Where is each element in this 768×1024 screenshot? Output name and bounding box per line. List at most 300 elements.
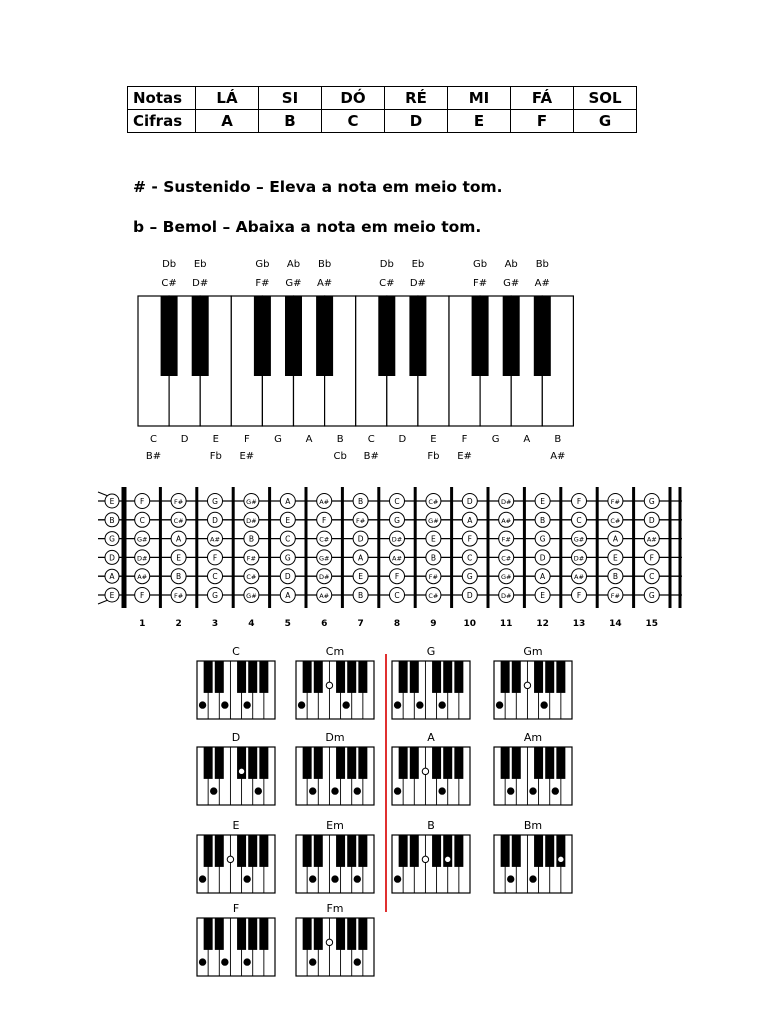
black-key-flat-label: Db xyxy=(162,259,177,270)
fret-note-label: G# xyxy=(573,535,585,544)
black-key-sharp-label: G# xyxy=(503,278,520,289)
chord-black-key xyxy=(215,918,224,950)
black-key-flat-label: Gb xyxy=(473,259,488,270)
fret-number: 15 xyxy=(645,619,659,629)
chord-black-key xyxy=(336,835,345,867)
fret-note-label: B xyxy=(248,534,254,544)
black-key-flat-label: Ab xyxy=(504,259,518,270)
fret-number: 6 xyxy=(321,619,328,629)
sustenido-definition: # - Sustenido – Eleva a nota em meio tom. xyxy=(133,178,503,196)
white-key-alt-label: B# xyxy=(145,451,162,462)
chord-dot xyxy=(238,768,244,774)
notes-table xyxy=(127,86,637,133)
black-key-sharp-label: F# xyxy=(255,278,270,289)
fret-note-label: G xyxy=(648,497,655,506)
fret-note-label: D xyxy=(284,572,291,582)
fret-note-label: G# xyxy=(246,498,257,506)
fret-note-label: F xyxy=(140,497,145,506)
fret-note-label: E xyxy=(431,534,436,544)
fret-number: 1 xyxy=(139,619,146,629)
chord-black-key xyxy=(215,661,224,693)
chord-dot xyxy=(496,702,502,708)
chord-dot xyxy=(244,702,250,708)
black-key-sharp-label: A# xyxy=(316,278,333,289)
black-key-sharp-label: F# xyxy=(473,278,488,289)
chord-name: D xyxy=(231,731,241,744)
chord-black-key xyxy=(556,661,565,693)
white-key-label: B xyxy=(336,434,344,445)
fret-note-label: E xyxy=(285,515,291,525)
fret-number: 2 xyxy=(175,619,182,629)
nota-cell: MI xyxy=(448,87,511,110)
fret-note-label: A# xyxy=(210,535,220,544)
chord-black-key xyxy=(410,747,419,779)
white-key-alt-label: Fb xyxy=(209,451,222,462)
chord-dot xyxy=(199,876,205,882)
chord-black-key xyxy=(248,835,257,867)
chord-name: Dm xyxy=(325,731,345,744)
chord-black-key xyxy=(512,835,521,867)
black-key-flat-label: Gb xyxy=(255,259,270,270)
white-key-alt-label: Fb xyxy=(427,451,440,462)
chord-black-key xyxy=(347,835,356,867)
chord-black-key xyxy=(432,747,441,779)
cifra-cell: D xyxy=(385,110,448,133)
nota-cell: FÁ xyxy=(511,87,574,110)
guitar-fretboard xyxy=(0,470,768,630)
chord-dot xyxy=(530,788,536,794)
chord-name: Gm xyxy=(523,645,543,658)
fret-note-label: E xyxy=(613,553,618,563)
chord-black-key xyxy=(204,835,213,867)
fret-note-label: F xyxy=(394,572,400,582)
fret-note-label: G# xyxy=(246,592,257,600)
chord-dot xyxy=(199,959,205,965)
cifra-cell: G xyxy=(574,110,637,133)
fret-note-label: D# xyxy=(136,554,148,563)
cifra-cell: C xyxy=(322,110,385,133)
white-key-alt-label: A# xyxy=(550,451,566,462)
fret-note-label: G# xyxy=(428,516,439,525)
chord-dot xyxy=(332,788,338,794)
fret-note-label: D# xyxy=(573,554,585,563)
fret-note-label: F# xyxy=(356,516,366,525)
chord-black-key xyxy=(358,918,367,950)
fret-note-label: D xyxy=(539,553,546,563)
fret-note-label: G# xyxy=(500,573,512,582)
fret-note-label: C xyxy=(467,553,473,563)
white-key-label: B xyxy=(554,434,562,445)
fret-note-label: G xyxy=(466,572,473,582)
fret-note-label: A# xyxy=(392,554,402,563)
black-key xyxy=(192,296,209,376)
nota-cell: DÓ xyxy=(322,87,385,110)
chord-name: Fm xyxy=(326,902,344,915)
fret-note-label: A# xyxy=(501,516,512,525)
fret-note-label: A xyxy=(467,515,473,525)
black-key-flat-label: Ab xyxy=(286,259,301,270)
chord-black-key xyxy=(512,747,521,779)
fret-note-label: E xyxy=(176,553,181,563)
fret-note-label: D xyxy=(212,515,218,525)
chord-black-key xyxy=(454,661,463,693)
chord-dot xyxy=(422,856,428,862)
cifras-row xyxy=(128,110,637,133)
fret-note-label: A# xyxy=(646,535,657,544)
nota-cell: LÁ xyxy=(196,87,259,110)
black-key-sharp-label: C# xyxy=(161,278,177,289)
chord-dot xyxy=(508,876,514,882)
black-key xyxy=(316,296,333,376)
white-key-label: D xyxy=(398,434,407,445)
white-key-label: A xyxy=(523,434,531,445)
chord-black-key xyxy=(204,918,213,950)
fret-number: 12 xyxy=(536,619,549,629)
chord-name: Am xyxy=(523,731,543,744)
chord-dot xyxy=(508,788,514,794)
chord-black-key xyxy=(204,661,213,693)
chord-name: E xyxy=(232,819,240,832)
chord-black-key xyxy=(545,747,554,779)
fret-note-label: F xyxy=(576,591,582,600)
chord-dot xyxy=(394,702,400,708)
fret-number: 5 xyxy=(284,619,291,629)
chord-dot xyxy=(552,788,558,794)
chord-black-key xyxy=(399,747,408,779)
fret-note-label: D xyxy=(357,534,364,544)
fret-number: 11 xyxy=(499,619,513,629)
fret-note-label: A xyxy=(176,534,182,544)
chord-dot xyxy=(332,876,338,882)
nota-cell: RÉ xyxy=(385,87,448,110)
chord-black-key xyxy=(314,747,323,779)
fret-note-label: G xyxy=(394,515,400,525)
chord-black-key xyxy=(454,835,463,867)
chord-black-key xyxy=(501,835,510,867)
chord-dot xyxy=(310,876,316,882)
chord-black-key xyxy=(556,747,565,779)
chord-black-key xyxy=(454,747,463,779)
fret-number: 4 xyxy=(248,619,255,629)
chord-dot xyxy=(524,682,530,688)
chord-dot xyxy=(298,702,304,708)
white-key-label: E xyxy=(212,434,219,445)
fret-note-label: C xyxy=(212,572,218,582)
chord-dot xyxy=(310,788,316,794)
fret-note-label: F# xyxy=(174,592,184,600)
fret-note-label: A xyxy=(285,497,291,506)
white-key-alt-label: Cb xyxy=(333,451,347,462)
chord-name: Bm xyxy=(523,819,543,832)
fret-note-label: F xyxy=(467,534,472,544)
fret-note-label: D xyxy=(466,591,473,600)
chord-black-key xyxy=(443,661,452,693)
chord-name: G xyxy=(426,645,436,658)
fret-note-label: F# xyxy=(174,498,184,506)
fret-note-label: G xyxy=(212,497,218,506)
fret-number: 10 xyxy=(463,619,477,629)
fret-note-label: A xyxy=(358,553,364,563)
chord-black-key xyxy=(237,835,246,867)
fret-note-label: D# xyxy=(246,516,257,525)
black-key xyxy=(161,296,178,376)
chord-black-key xyxy=(215,835,224,867)
nota-cell: SOL xyxy=(574,87,637,110)
chord-black-key xyxy=(259,835,268,867)
fret-note-label: D# xyxy=(391,535,403,544)
chord-dot xyxy=(394,876,400,882)
fret-note-label: G xyxy=(284,553,291,563)
chord-black-key xyxy=(336,918,345,950)
black-key-sharp-label: C# xyxy=(379,278,395,289)
chord-black-key xyxy=(259,747,268,779)
notas-header: Notas xyxy=(128,87,196,110)
cifra-cell: B xyxy=(259,110,322,133)
chord-black-key xyxy=(358,747,367,779)
chord-diagrams xyxy=(0,636,768,981)
chord-black-key xyxy=(512,661,521,693)
fret-number: 7 xyxy=(357,619,364,629)
fret-number: 9 xyxy=(430,619,437,629)
black-key xyxy=(254,296,271,376)
fret-note-label: A# xyxy=(319,498,330,506)
chord-black-key xyxy=(314,661,323,693)
black-key xyxy=(472,296,489,376)
white-key-label: A xyxy=(305,434,313,445)
white-key-label: F xyxy=(243,434,250,445)
chord-name: F xyxy=(232,902,240,915)
chord-black-key xyxy=(432,835,441,867)
fret-note-label: G xyxy=(648,591,655,600)
chord-dot xyxy=(445,856,451,862)
chord-dot xyxy=(394,788,400,794)
chord-dot xyxy=(326,939,332,945)
fret-note-label: D# xyxy=(500,592,512,600)
chord-dot xyxy=(354,788,360,794)
chord-black-key xyxy=(545,835,554,867)
chord-black-key xyxy=(204,747,213,779)
bemol-definition: b – Bemol – Abaixa a nota em meio tom. xyxy=(133,218,482,236)
fret-note-label: C# xyxy=(173,516,184,525)
chord-black-key xyxy=(303,918,312,950)
chord-dot xyxy=(354,876,360,882)
fret-note-label: G# xyxy=(136,535,148,544)
chord-black-key xyxy=(534,747,543,779)
fret-note-label: C xyxy=(649,572,655,582)
white-key-label: E xyxy=(430,434,437,445)
black-key-sharp-label: A# xyxy=(534,278,550,289)
white-key-label: D xyxy=(180,434,189,445)
chord-black-key xyxy=(399,835,408,867)
fret-note-label: A# xyxy=(319,592,330,600)
black-key xyxy=(285,296,302,376)
chord-black-key xyxy=(358,835,367,867)
chord-black-key xyxy=(432,661,441,693)
chord-black-key xyxy=(501,661,510,693)
fret-note-label: E xyxy=(540,497,545,506)
chord-dot xyxy=(326,682,332,688)
chord-dot xyxy=(343,702,349,708)
fret-note-label: C# xyxy=(610,516,621,525)
fret-note-label: B xyxy=(540,515,546,525)
chord-dot xyxy=(530,876,536,882)
chord-black-key xyxy=(443,747,452,779)
fret-note-label: A xyxy=(285,591,291,600)
open-string-note: G xyxy=(109,534,115,544)
fret-note-label: C xyxy=(139,515,145,525)
chord-dot xyxy=(255,788,261,794)
white-key-alt-label: E# xyxy=(239,451,255,462)
fret-note-label: G xyxy=(539,534,546,544)
chord-black-key xyxy=(314,835,323,867)
fret-note-label: C xyxy=(394,591,400,600)
nota-cell: SI xyxy=(259,87,322,110)
white-key-alt-label: E# xyxy=(457,451,472,462)
fret-note-label: C# xyxy=(319,535,330,544)
fret-note-label: F xyxy=(649,553,654,563)
fret-note-label: F# xyxy=(610,592,620,600)
fret-note-label: A xyxy=(612,534,618,544)
chord-black-key xyxy=(534,661,543,693)
fret-note-label: B xyxy=(358,497,364,506)
chord-dot xyxy=(422,768,428,774)
chord-black-key xyxy=(248,747,257,779)
chord-black-key xyxy=(501,747,510,779)
black-key xyxy=(534,296,551,376)
fret-number: 3 xyxy=(211,619,219,629)
white-key-label: G xyxy=(491,434,500,445)
chord-dot xyxy=(199,702,205,708)
white-key-label: G xyxy=(274,434,282,445)
fret-note-label: C# xyxy=(428,592,439,600)
chord-black-key xyxy=(336,661,345,693)
fret-note-label: A xyxy=(540,572,546,582)
open-string-note: D xyxy=(109,553,115,563)
black-key xyxy=(409,296,426,376)
notas-row xyxy=(128,87,637,110)
chord-dot xyxy=(417,702,423,708)
chord-black-key xyxy=(545,661,554,693)
open-string-note: E xyxy=(109,591,115,600)
fret-note-label: B xyxy=(612,572,618,582)
fret-note-label: D# xyxy=(500,498,512,506)
chord-black-key xyxy=(237,918,246,950)
fret-note-label: F# xyxy=(428,573,438,582)
chord-black-key xyxy=(399,661,408,693)
chord-black-key xyxy=(314,918,323,950)
chord-black-key xyxy=(303,747,312,779)
chord-black-key xyxy=(303,661,312,693)
fret-note-label: B xyxy=(430,553,436,563)
open-string-note: E xyxy=(109,497,115,506)
chord-black-key xyxy=(410,661,419,693)
black-key-flat-label: Db xyxy=(379,259,394,270)
fret-note-label: G xyxy=(212,591,218,600)
cifra-cell: F xyxy=(511,110,574,133)
white-key-label: C xyxy=(367,434,375,445)
fret-number: 13 xyxy=(572,619,586,629)
chord-black-key xyxy=(259,918,268,950)
chord-black-key xyxy=(347,661,356,693)
piano-keyboard xyxy=(0,250,768,465)
chord-dot xyxy=(211,788,217,794)
fret-note-label: F xyxy=(576,497,582,506)
chord-dot xyxy=(310,959,316,965)
fret-note-label: C# xyxy=(501,554,512,563)
fret-number: 8 xyxy=(393,619,401,629)
chord-dot xyxy=(244,959,250,965)
chord-dot xyxy=(439,702,445,708)
white-key-label: C xyxy=(150,434,158,445)
fret-note-label: D xyxy=(648,515,655,525)
open-string-note: A xyxy=(109,572,115,582)
chord-black-key xyxy=(336,747,345,779)
fret-note-label: A# xyxy=(574,573,584,582)
chord-dot xyxy=(558,856,564,862)
fret-note-label: D xyxy=(466,497,473,506)
chord-name: C xyxy=(232,645,240,658)
black-key-flat-label: Bb xyxy=(317,259,332,270)
fret-note-label: F xyxy=(322,515,327,525)
chord-black-key xyxy=(410,835,419,867)
fret-note-label: C# xyxy=(428,498,439,506)
black-key-flat-label: Eb xyxy=(193,259,207,270)
fret-note-label: A# xyxy=(137,573,148,582)
chord-black-key xyxy=(347,747,356,779)
chord-dot xyxy=(222,702,228,708)
chord-black-key xyxy=(347,918,356,950)
fret-note-label: F xyxy=(140,591,145,600)
chord-name: B xyxy=(427,819,435,832)
black-key-sharp-label: D# xyxy=(192,278,209,289)
chord-black-key xyxy=(534,835,543,867)
fret-note-label: C xyxy=(394,497,400,506)
black-key xyxy=(503,296,520,376)
fret-note-label: E xyxy=(358,572,363,582)
chord-black-key xyxy=(259,661,268,693)
cifra-cell: A xyxy=(196,110,259,133)
chord-dot xyxy=(439,788,445,794)
chord-dot xyxy=(227,856,233,862)
chord-name: A xyxy=(427,731,435,744)
fret-note-label: C xyxy=(576,515,582,525)
chord-black-key xyxy=(215,747,224,779)
chord-dot xyxy=(222,959,228,965)
chord-dot xyxy=(541,702,547,708)
fret-note-label: F xyxy=(212,553,218,563)
chord-black-key xyxy=(248,661,257,693)
fret-note-label: D# xyxy=(318,573,330,582)
fret-note-label: F# xyxy=(246,554,256,563)
chord-black-key xyxy=(303,835,312,867)
black-key-flat-label: Eb xyxy=(411,259,425,270)
chord-black-key xyxy=(237,661,246,693)
fret-note-label: B xyxy=(358,591,364,600)
cifra-cell: E xyxy=(448,110,511,133)
chord-name: Cm xyxy=(325,645,345,658)
black-key-flat-label: Bb xyxy=(535,259,549,270)
chord-black-key xyxy=(248,918,257,950)
fret-note-label: B xyxy=(176,572,182,582)
white-key-alt-label: B# xyxy=(363,451,379,462)
fret-note-label: E xyxy=(540,591,545,600)
fret-note-label: C# xyxy=(246,573,257,582)
black-key-sharp-label: D# xyxy=(409,278,426,289)
white-key-label: F xyxy=(461,434,468,445)
black-key-sharp-label: G# xyxy=(285,278,302,289)
chord-name: Em xyxy=(326,819,344,832)
chord-dot xyxy=(244,876,250,882)
